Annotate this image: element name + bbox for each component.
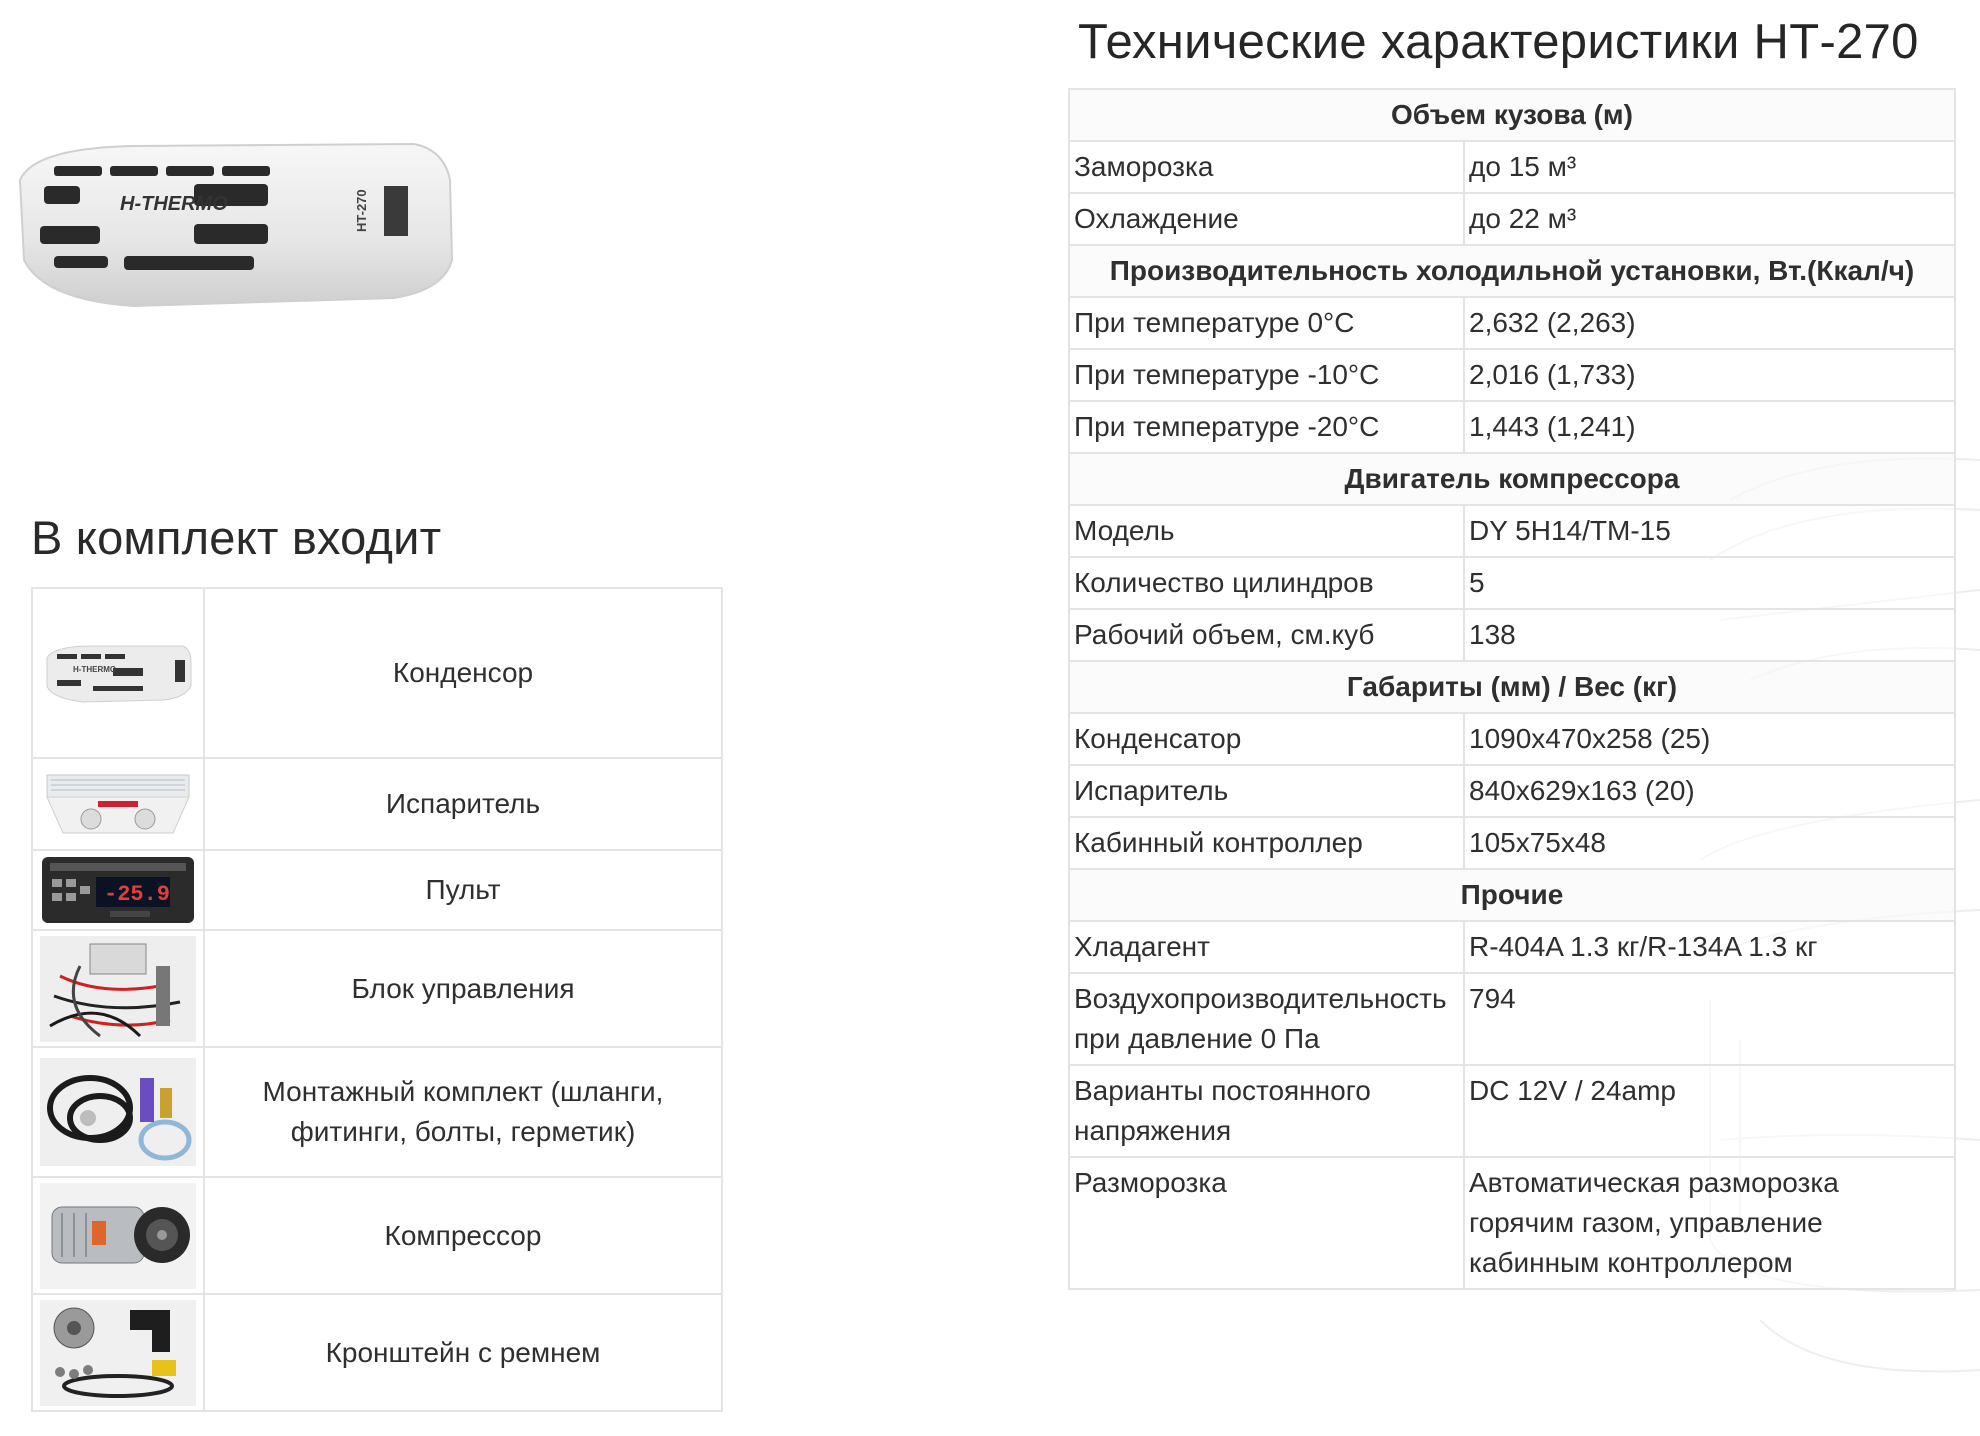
spec-key: Модель: [1069, 505, 1464, 557]
spec-value: Автоматическая разморозка горячим газом, управление кабинным контроллером: [1464, 1157, 1955, 1289]
hero-product-image: [14, 140, 454, 310]
spec-key: Охлаждение: [1069, 193, 1464, 245]
spec-value: до 22 м³: [1464, 193, 1955, 245]
thumb-compressor: [32, 1177, 204, 1294]
spec-key: При температуре 0°С: [1069, 297, 1464, 349]
section-heading: Габариты (мм) / Вес (кг): [1069, 661, 1955, 713]
table-row: [1069, 713, 1955, 765]
table-row: [32, 1047, 722, 1177]
bracket-belt-image: [40, 1300, 196, 1406]
kit-item-label: Пульт: [204, 850, 722, 930]
table-row: [1069, 609, 1955, 661]
control-panel-image: [40, 855, 196, 925]
svg-text:H-THERMO: H-THERMO: [73, 665, 117, 674]
spec-key: Конденсатор: [1069, 713, 1464, 765]
spec-key: Хладагент: [1069, 921, 1464, 973]
spec-value: 2,632 (2,263): [1464, 297, 1955, 349]
spec-key: Заморозка: [1069, 141, 1464, 193]
section-heading: Прочие: [1069, 869, 1955, 921]
table-row: [1069, 921, 1955, 973]
section-row: [1069, 245, 1955, 297]
table-row: [32, 758, 722, 850]
thumb-evaporator: [32, 758, 204, 850]
hero-brand-text: H-THERMO: [120, 193, 228, 215]
spec-key: Варианты постоянного напряжения: [1069, 1065, 1464, 1157]
table-row: [1069, 297, 1955, 349]
condenser-image: [43, 642, 193, 704]
spec-value: R-404A 1.3 кг/R-134A 1.3 кг: [1464, 921, 1955, 973]
table-row: [1069, 1157, 1955, 1289]
kit-item-label: Монтажный комплект (шланги, фитинги, болты, герметик): [204, 1047, 722, 1177]
section-row: [1069, 661, 1955, 713]
table-row: [1069, 193, 1955, 245]
mounting-kit-image: [40, 1058, 196, 1166]
spec-value: 138: [1464, 609, 1955, 661]
table-row: [32, 850, 722, 930]
spec-key: Рабочий объем, см.куб: [1069, 609, 1464, 661]
spec-value: 1090x470x258 (25): [1464, 713, 1955, 765]
spec-value: 1,443 (1,241): [1464, 401, 1955, 453]
spec-value: до 15 м³: [1464, 141, 1955, 193]
spec-table: [1068, 88, 1956, 1290]
spec-value: 5: [1464, 557, 1955, 609]
svg-text:-25.9: -25.9: [104, 882, 171, 907]
spec-key: Испаритель: [1069, 765, 1464, 817]
table-row: [1069, 817, 1955, 869]
spec-value: DY 5H14/TM-15: [1464, 505, 1955, 557]
spec-value: 794: [1464, 973, 1955, 1065]
table-row: [1069, 557, 1955, 609]
section-row: [1069, 453, 1955, 505]
spec-key: Количество цилиндров: [1069, 557, 1464, 609]
table-row: [1069, 973, 1955, 1065]
spec-title: Технические характеристики НТ-270: [1078, 15, 1919, 69]
spec-key: Кабинный контроллер: [1069, 817, 1464, 869]
kit-title: В комплект входит: [31, 511, 442, 564]
spec-value: DC 12V / 24amp: [1464, 1065, 1955, 1157]
control-unit-image: [40, 936, 196, 1042]
table-row: [32, 930, 722, 1047]
compressor-image: [40, 1183, 196, 1289]
table-row: [32, 1294, 722, 1411]
spec-value: 840x629x163 (20): [1464, 765, 1955, 817]
kit-item-label: Испаритель: [204, 758, 722, 850]
spec-value: 2,016 (1,733): [1464, 349, 1955, 401]
section-row: [1069, 89, 1955, 141]
evaporator-image: [43, 771, 193, 837]
table-row: [32, 588, 722, 758]
thumb-bracket-belt: [32, 1294, 204, 1411]
spec-key: При температуре -20°С: [1069, 401, 1464, 453]
kit-table: [31, 587, 723, 1412]
kit-item-label: Блок управления: [204, 930, 722, 1047]
table-row: [1069, 765, 1955, 817]
thumb-control-unit: [32, 930, 204, 1047]
section-heading: Производительность холодильной установки, Вт.(Ккал/ч): [1069, 245, 1955, 297]
table-row: [1069, 505, 1955, 557]
kit-item-label: Кронштейн с ремнем: [204, 1294, 722, 1411]
thumb-mounting-kit: [32, 1047, 204, 1177]
spec-key: При температуре -10°С: [1069, 349, 1464, 401]
thumb-condenser: [32, 588, 204, 758]
thumb-control-panel: [32, 850, 204, 930]
section-row: [1069, 869, 1955, 921]
table-row: [1069, 401, 1955, 453]
table-row: [32, 1177, 722, 1294]
table-row: [1069, 1065, 1955, 1157]
table-row: [1069, 349, 1955, 401]
table-row: [1069, 141, 1955, 193]
kit-item-label: Компрессор: [204, 1177, 722, 1294]
spec-key: Разморозка: [1069, 1157, 1464, 1289]
hero-model-text: HT-270: [354, 189, 369, 232]
kit-item-label: Конденсор: [204, 588, 722, 758]
section-heading: Объем кузова (м): [1069, 89, 1955, 141]
section-heading: Двигатель компрессора: [1069, 453, 1955, 505]
spec-key: Воздухопроизводительность при давление 0 Па: [1069, 973, 1464, 1065]
spec-value: 105x75x48: [1464, 817, 1955, 869]
